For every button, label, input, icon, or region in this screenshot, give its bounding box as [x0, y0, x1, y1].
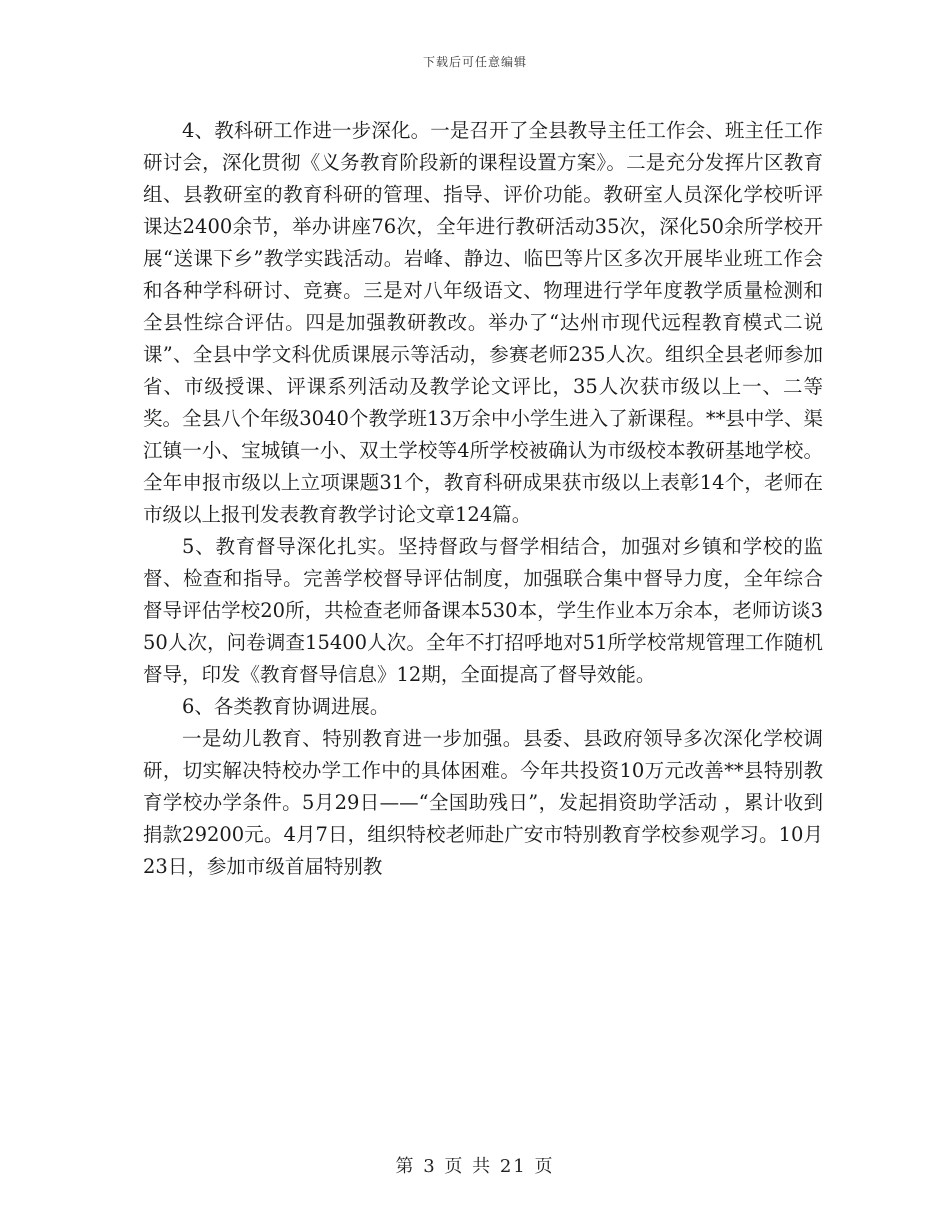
- page-number: 第 3 页 共 21 页: [395, 1156, 555, 1177]
- paragraph-education-supervision: 5、教育督导深化扎实。坚持督政与督学相结合，加强对乡镇和学校的监督、检查和指导。完善学校督导评估制度，加强联合集中督导力度，全年综合督导评估学校20所，共检查老师备课本530本，学生作业本万余本，老师访谈350人次，问卷调查15400人次。全年不打招呼地对51所学校常规管理工作随机督导，印发《教育督导信息》12期，全面提高了督导效能。: [143, 535, 823, 686]
- paragraph-coordinated-development: 6、各类教育协调进展。: [182, 695, 390, 718]
- paragraph-special-education: 一是幼儿教育、特别教育进一步加强。县委、县政府领导多次深化学校调研，切实解决特校办学工作中的具体困难。今年共投资10万元改善**县特别教育学校办学条件。5月29日——“全国助残日”，发起捐资助学活动 ，累计收到捐款29200元。4月7日，组织特校老师赴广安市特别教育学校参观学习。10月23日，参加市级首届特别教: [143, 727, 823, 878]
- page-header-note: 下载后可任意编辑: [422, 55, 527, 69]
- document-body: [143, 115, 823, 883]
- paragraph-teaching-research: 4、教科研工作进一步深化。一是召开了全县教导主任工作会、班主任工作研讨会，深化贯彻《义务教育阶段新的课程设置方案》。二是充分发挥片区教育组、县教研室的教育科研的管理、指导、评价功能。教研室人员深化学校听评课达2400余节，举办讲座76次，全年进行教研活动35次，深化50余所学校开展“送课下乡”教学实践活动。岩峰、静边、临巴等片区多次开展毕业班工作会和各种学科研讨、竞赛。三是对八年级语文、物理进行学年度教学质量检测和全县性综合评估。四是加强教研教改。举办了“达州市现代远程教育模式二说课”、全县中学文科优质课展示等活动，参赛老师235人次。组织全县老师参加省、市级授课、评课系列活动及教学论文评比，35人次获市级以上一、二等奖。全县八个年级3040个教学班13万余中小学生进入了新课程。**县中学、渠江镇一小、宝城镇一小、双土学校等4所学校被确认为市级校本教研基地学校。全年申报市级以上立项课题31个，教育科研成果获市级以上表彰14个，老师在市级以上报刊发表教育教学讨论文章124篇。: [143, 119, 823, 526]
